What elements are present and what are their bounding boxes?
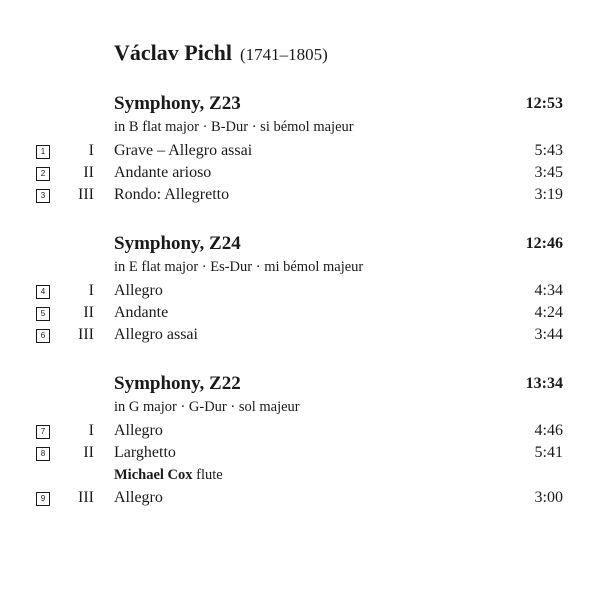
track-row: [0, 422, 600, 444]
track-duration: 4:24: [534, 304, 563, 321]
track-row: [0, 326, 600, 348]
performer-name: Michael Cox: [114, 467, 193, 483]
work-title: Symphony, Z22: [114, 373, 241, 394]
movement-numeral: III: [78, 326, 94, 343]
track-row: [0, 142, 600, 164]
track-duration: 5:41: [534, 444, 563, 461]
track-title: Allegro: [114, 422, 163, 439]
movement-numeral: I: [88, 422, 94, 439]
track-number-box: 8: [36, 447, 50, 461]
movement-numeral: III: [78, 489, 94, 506]
work-title: Symphony, Z23: [114, 93, 241, 114]
movement-numeral: II: [83, 304, 94, 321]
track-title: Grave – Allegro assai: [114, 142, 253, 159]
movement-numeral: II: [83, 444, 94, 461]
work-key: in G major · G-Dur · sol majeur: [114, 399, 300, 415]
track-number-box: 7: [36, 425, 50, 439]
track-row: [0, 186, 600, 208]
performer-role: flute: [196, 467, 223, 483]
track-title: Allegro: [114, 282, 163, 299]
track-duration: 3:44: [534, 326, 563, 343]
track-duration: 3:45: [534, 164, 563, 181]
track-row: [0, 304, 600, 326]
track-title: Allegro assai: [114, 326, 198, 343]
track-title: Andante arioso: [114, 164, 212, 181]
track-title: Allegro: [114, 489, 163, 506]
track-number-box: 4: [36, 285, 50, 299]
track-row: [0, 489, 600, 511]
composer-dates: (1741–1805): [239, 45, 328, 64]
track-number-box: 1: [36, 145, 50, 159]
track-title: Andante: [114, 304, 169, 321]
track-title: Rondo: Allegretto: [114, 186, 230, 203]
work-title: Symphony, Z24: [114, 233, 241, 254]
track-row: [0, 444, 600, 466]
work-duration: 12:53: [525, 95, 563, 112]
track-number-box: 3: [36, 189, 50, 203]
track-row: [0, 164, 600, 186]
track-number-box: 6: [36, 329, 50, 343]
performer-credit: [114, 467, 223, 487]
track-duration: 4:46: [534, 422, 563, 439]
work-duration: 12:46: [525, 235, 563, 252]
track-duration: 3:00: [534, 489, 563, 506]
movement-numeral: III: [78, 186, 94, 203]
track-number-box: 9: [36, 492, 50, 506]
composer-name: Václav Pichl: [114, 40, 232, 65]
track-duration: 5:43: [534, 142, 563, 159]
track-title: Larghetto: [114, 444, 176, 461]
movement-numeral: I: [88, 142, 94, 159]
work-duration: 13:34: [525, 375, 563, 392]
track-number-box: 5: [36, 307, 50, 321]
movement-numeral: I: [88, 282, 94, 299]
movement-numeral: II: [83, 164, 94, 181]
composer-heading: [114, 40, 328, 66]
track-duration: 4:34: [534, 282, 563, 299]
work-key: in E flat major · Es-Dur · mi bémol majeur: [114, 259, 364, 275]
track-number-box: 2: [36, 167, 50, 181]
track-duration: 3:19: [534, 186, 563, 203]
work-key: in B flat major · B-Dur · si bémol majeur: [114, 119, 354, 135]
track-row: [0, 282, 600, 304]
